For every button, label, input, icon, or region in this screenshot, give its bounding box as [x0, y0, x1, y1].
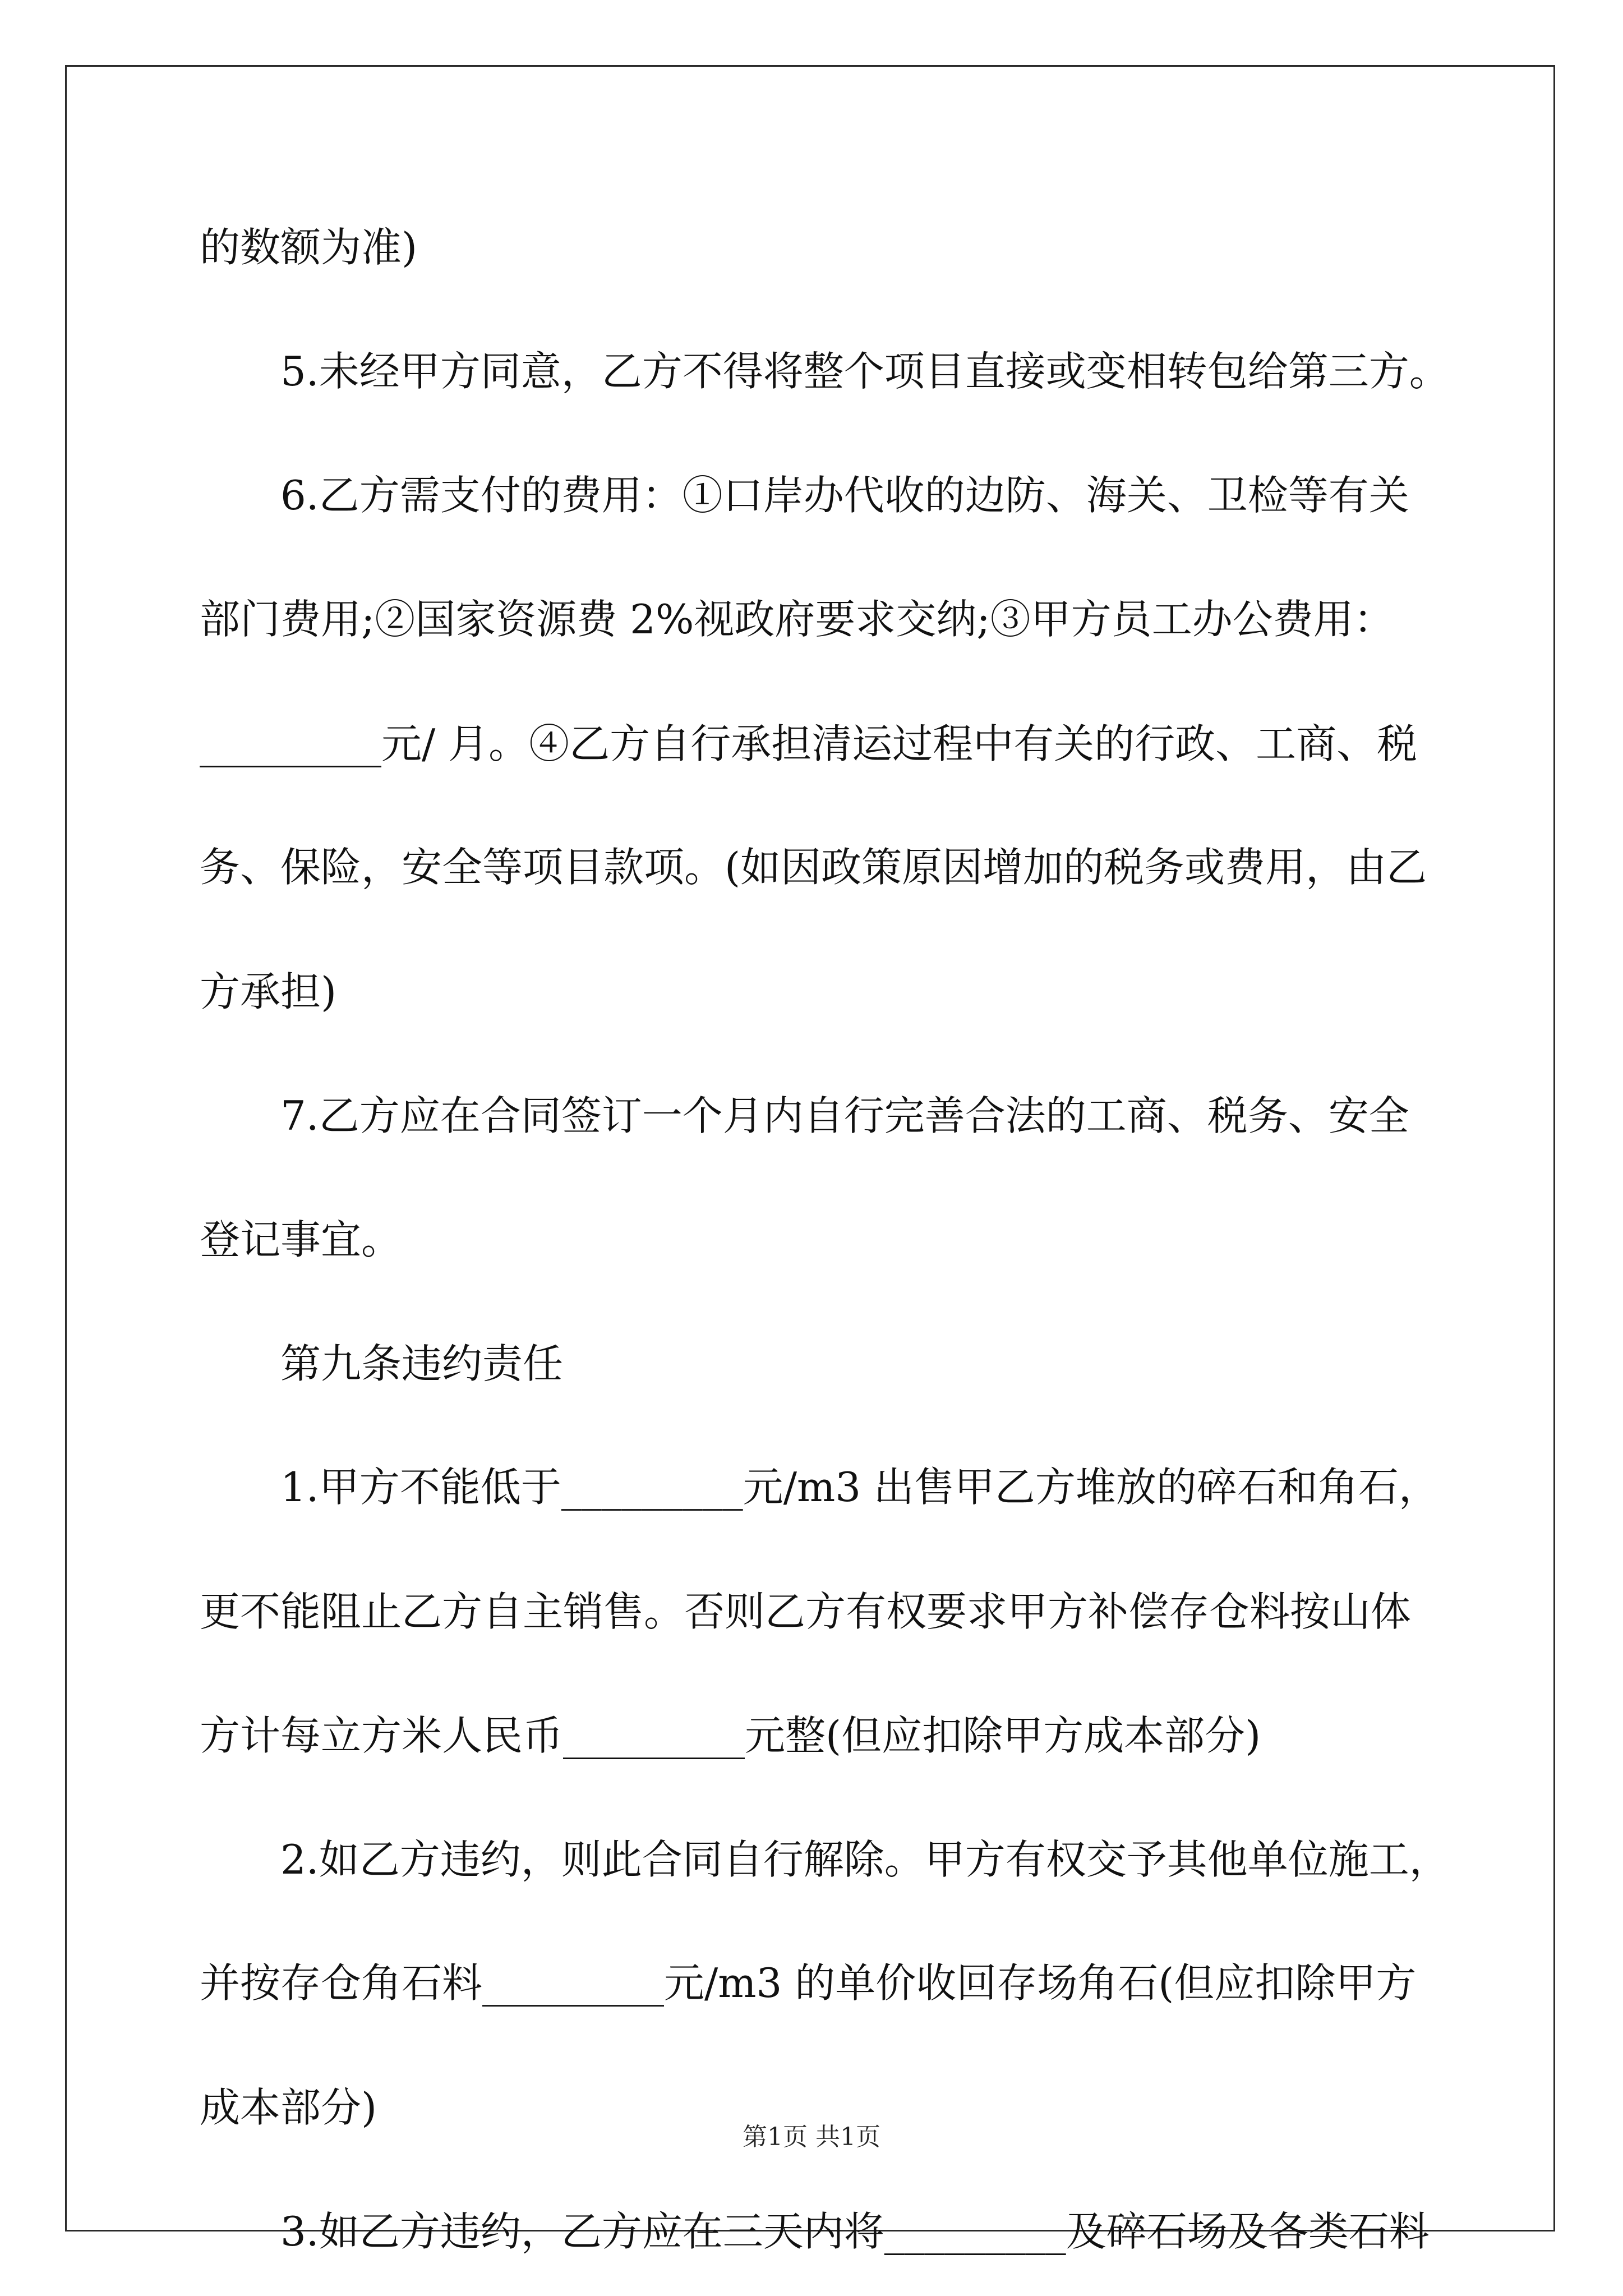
text-line: 登记事宜。 — [200, 1216, 402, 1263]
text-line: 1.甲方不能低于_________元/m3 出售甲乙方堆放的碎石和角石， — [280, 1464, 1439, 1511]
text-line: 并按存仓角石料_________元/m3 的单价收回存场角石(但应扣除甲方 — [200, 1959, 1417, 2007]
text-line: 5.未经甲方同意，乙方不得将整个项目直接或变相转包给第三方。 — [280, 348, 1450, 395]
text-line: 2.如乙方违约，则此合同自行解除。甲方有权交予其他单位施工， — [280, 1836, 1450, 1883]
text-line: 的数额为准) — [200, 224, 418, 271]
text-line: 成本部分) — [200, 2084, 377, 2131]
page-footer: 第1页 共1页 — [743, 2123, 880, 2151]
text-line: 6.乙方需支付的费用：①口岸办代收的边防、海关、卫检等有关 — [280, 472, 1409, 519]
section-heading: 第九条违约责任 — [280, 1340, 564, 1387]
text-line: 7.乙方应在合同签订一个月内自行完善合法的工商、税务、安全 — [280, 1092, 1409, 1139]
text-line: 方计每立方米人民币_________元整(但应扣除甲方成本部分) — [200, 1712, 1261, 1759]
text-line: _________元/ 月。④乙方自行承担清运过程中有关的行政、工商、税 — [200, 720, 1418, 767]
text-line: 部门费用;②国家资源费 2%视政府要求交纳;③甲方员工办公费用： — [200, 596, 1394, 643]
text-line: 3.如乙方违约，乙方应在三天内将_________及碎石场及各类石料 — [280, 2208, 1430, 2255]
text-line: 务、保险，安全等项目款项。(如因政策原因增加的税务或费用，由乙 — [200, 844, 1427, 891]
text-line: 更不能阻止乙方自主销售。否则乙方有权要求甲方补偿存仓料按山体 — [200, 1588, 1412, 1635]
text-line: 方承担) — [200, 968, 337, 1015]
